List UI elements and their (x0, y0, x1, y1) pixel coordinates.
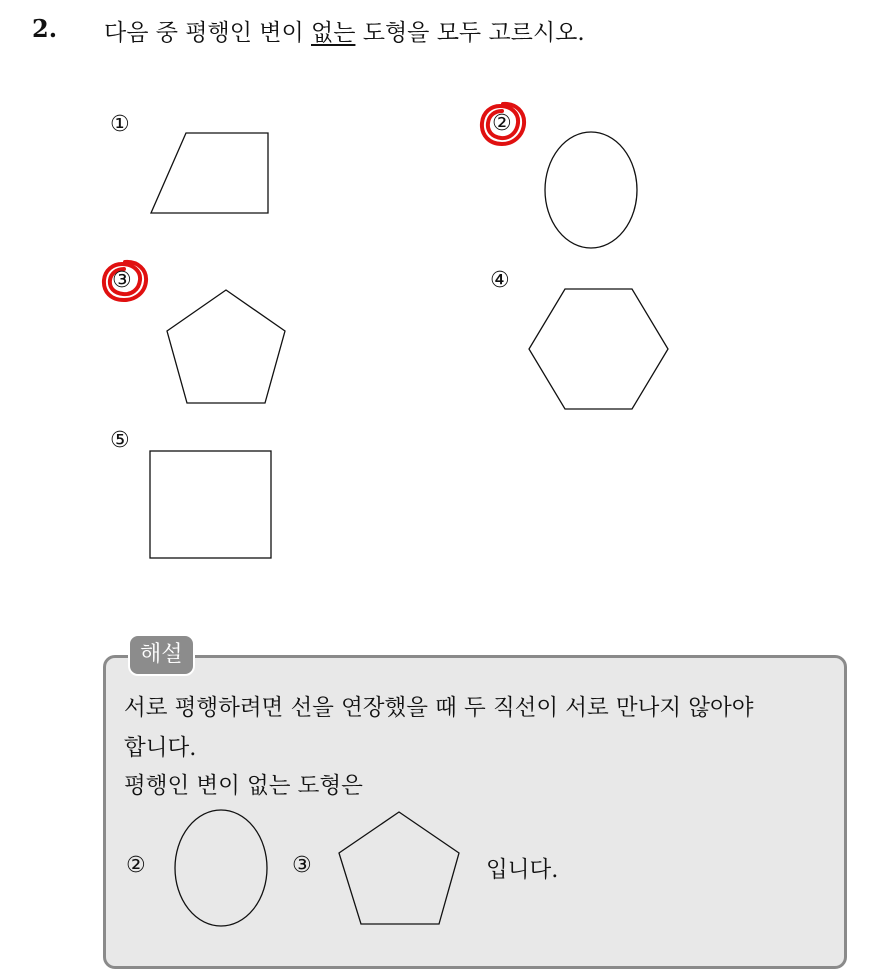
answer-label-2: ② (126, 853, 146, 878)
choice-3-label: ③ (112, 268, 132, 293)
explanation-line-3: 평행인 변이 없는 도형은 (124, 773, 363, 799)
question-text-after: 도형을 모두 고르시오. (355, 20, 585, 46)
explanation-tag: 해설 (128, 634, 195, 676)
question-number: 2. (32, 14, 58, 43)
answer-label-3: ③ (292, 853, 312, 878)
explanation-line-1: 서로 평행하려면 선을 연장했을 때 두 직선이 서로 만나지 않아야 (124, 695, 754, 721)
choice-2-label: ② (492, 111, 512, 136)
choice-1-label: ① (110, 112, 130, 137)
choice-5-label: ⑤ (110, 428, 130, 453)
explanation-line-2: 합니다. (124, 735, 197, 761)
question-text-underlined: 없는 (311, 20, 356, 46)
question-text-before: 다음 중 평행인 변이 (104, 20, 311, 46)
choice-4-label: ④ (490, 268, 510, 293)
answer-suffix: 입니다. (486, 857, 559, 883)
